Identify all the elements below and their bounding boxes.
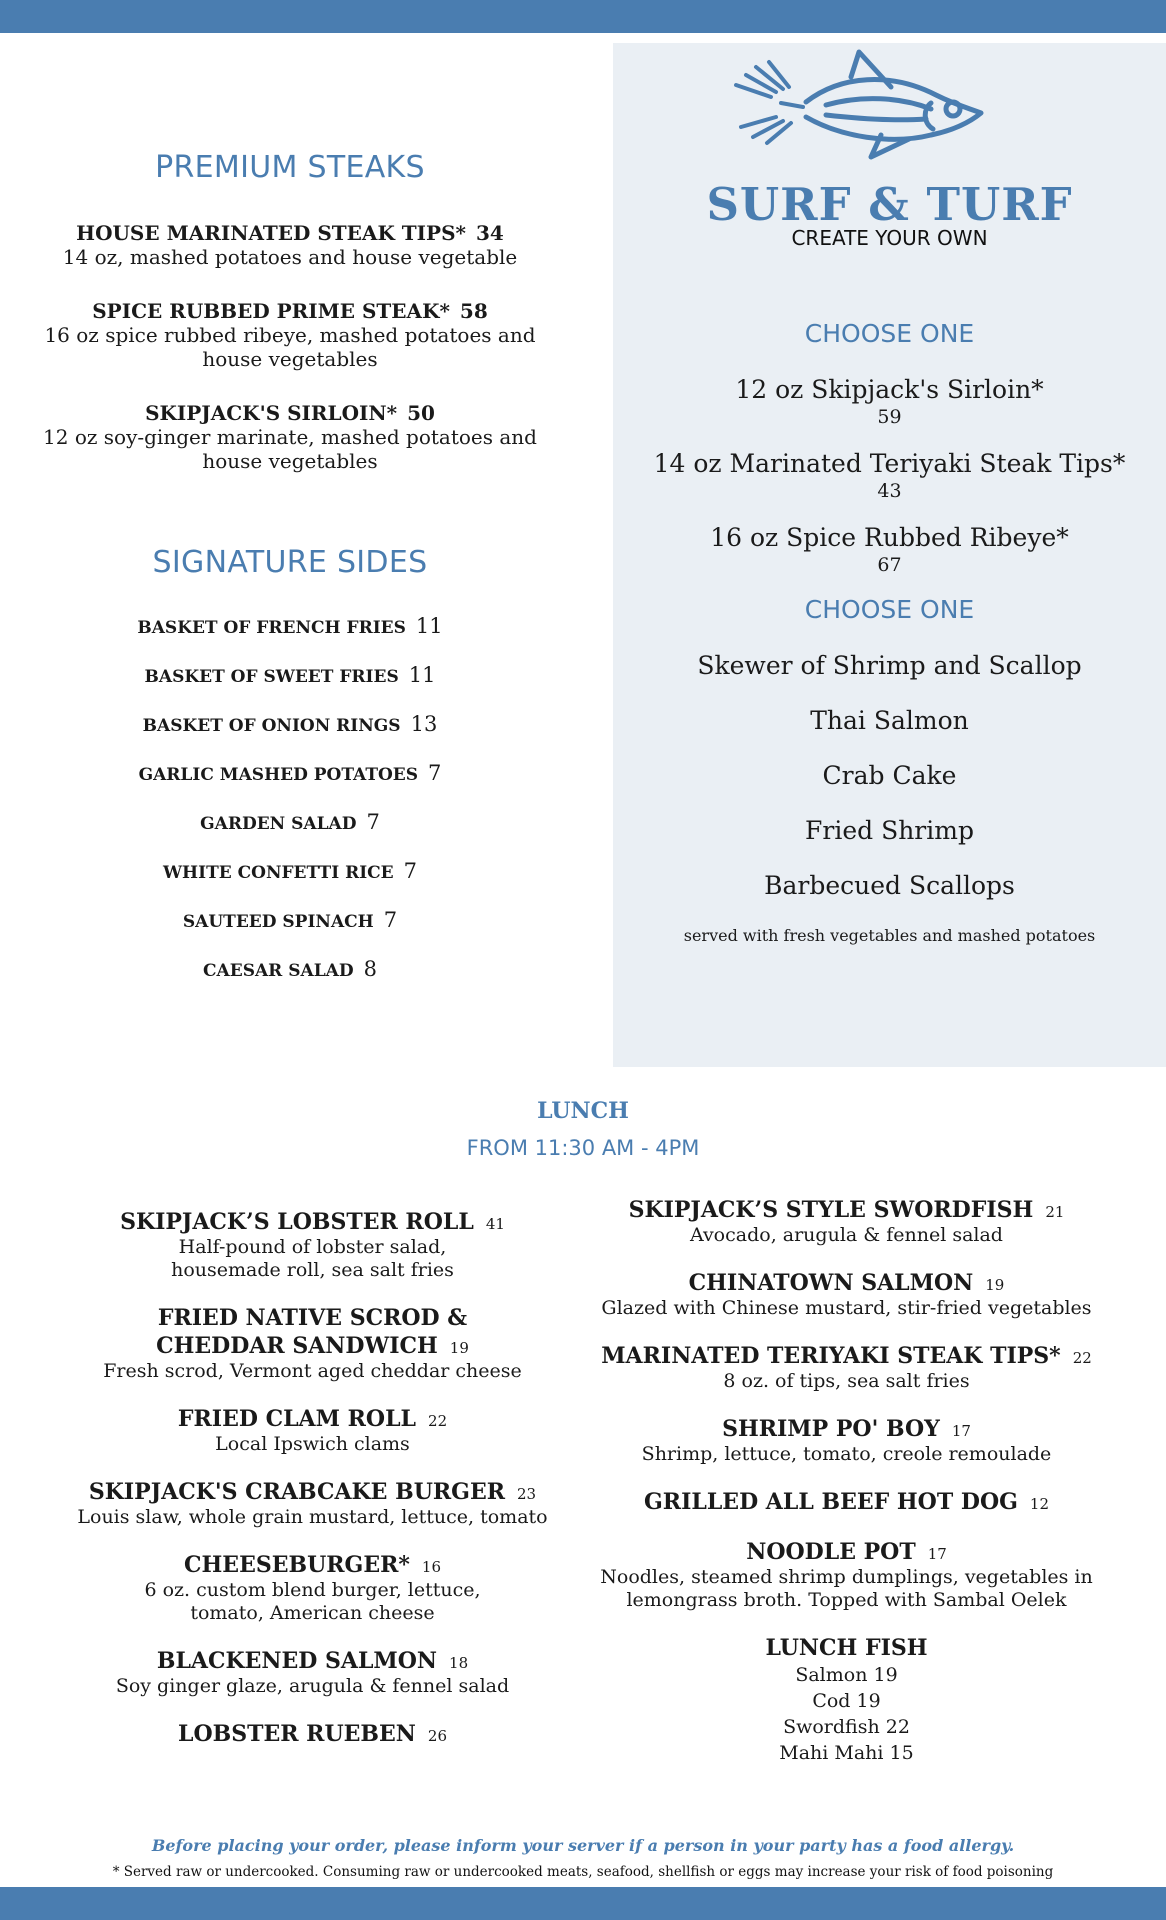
lunch-item — [60, 1478, 565, 1529]
lunch-item-desc: 6 oz. custom blend burger, lettuce, — [144, 1579, 481, 1601]
lunch-item — [590, 1488, 1103, 1516]
steak-option — [613, 375, 1166, 429]
lunch-item-name: CHEESEBURGER* — [184, 1552, 410, 1578]
seafood-option: Thai Salmon — [810, 706, 969, 735]
lunch-item — [60, 1720, 565, 1748]
lunch-item — [60, 1405, 565, 1456]
lunch-item-price: 16 — [421, 1558, 441, 1576]
lunch-item-price: 19 — [449, 1339, 469, 1357]
lunch-item — [60, 1208, 565, 1282]
lunch-item-price: 17 — [951, 1422, 971, 1440]
side-item — [20, 798, 560, 847]
lunch-item-desc: Shrimp, lettuce, tomato, creole remoulade — [641, 1443, 1052, 1465]
steak-item — [20, 221, 560, 269]
steak-option-price: 59 — [877, 406, 902, 428]
premium-steaks-title: PREMIUM STEAKS — [155, 150, 425, 185]
steak-option-name: 12 oz Skipjack's Sirloin* — [735, 375, 1044, 404]
lunch-item — [60, 1304, 565, 1383]
lunch-item-price: 23 — [517, 1485, 537, 1503]
steak-desc: 16 oz spice rubbed ribeye, mashed potatoes and house vegetables — [44, 323, 536, 371]
side-name: BASKET OF FRENCH FRIES — [137, 618, 406, 638]
lunch-item-name: BLACKENED SALMON — [156, 1648, 438, 1674]
side-price: 13 — [410, 712, 438, 736]
lunch-fish — [590, 1634, 1103, 1766]
lunch-item-desc: housemade roll, sea salt fries — [171, 1259, 454, 1281]
lunch-hours: FROM 11:30 AM - 4PM — [466, 1136, 700, 1160]
top-accent-bar — [0, 0, 1166, 33]
side-item — [20, 749, 560, 798]
steak-price: 34 — [475, 221, 504, 245]
steak-name: SKIPJACK'S SIRLOIN* — [145, 401, 398, 425]
lunch-item-price: 19 — [985, 1276, 1005, 1294]
lunch-item — [590, 1342, 1103, 1393]
lunch-item-price: 22 — [1072, 1349, 1092, 1367]
allergy-notice: Before placing your order, please inform your server if a person in your party has a food allergy. — [151, 1836, 1015, 1855]
lunch-item-desc: Avocado, arugula & fennel salad — [690, 1224, 1003, 1246]
seafood-option: Barbecued Scallops — [764, 871, 1015, 900]
lunch-right-column — [590, 1196, 1103, 1788]
lunch-title: LUNCH — [537, 1098, 629, 1124]
lunch-item-desc: Local Ipswich clams — [215, 1433, 410, 1455]
lunch-fish-item: Salmon 19 — [795, 1664, 898, 1686]
lunch-item-name: LOBSTER RUEBEN — [177, 1721, 416, 1747]
signature-sides-title: SIGNATURE SIDES — [152, 545, 428, 580]
side-price: 7 — [383, 908, 398, 932]
lunch-item-price: 12 — [1029, 1495, 1049, 1513]
side-name: WHITE CONFETTI RICE — [162, 863, 394, 883]
sides-list — [20, 602, 560, 994]
steak-item — [20, 299, 560, 371]
surf-turf-subtitle: CREATE YOUR OWN — [791, 226, 988, 250]
side-item — [20, 847, 560, 896]
lunch-fish-item: Swordfish 22 — [783, 1716, 910, 1738]
steak-price: 58 — [459, 299, 488, 323]
side-name: CAESAR SALAD — [203, 961, 354, 981]
lunch-item-name: MARINATED TERIYAKI STEAK TIPS* — [601, 1343, 1061, 1369]
seafood-option: Skewer of Shrimp and Scallop — [697, 651, 1082, 680]
lunch-item — [590, 1538, 1103, 1612]
lunch-item-name: NOODLE POT — [746, 1539, 916, 1565]
lunch-left-column — [60, 1208, 565, 1770]
seafood-option: Fried Shrimp — [805, 816, 974, 845]
surf-turf-panel — [613, 43, 1166, 1067]
steak-option-name: 14 oz Marinated Teriyaki Steak Tips* — [653, 449, 1126, 478]
side-name: GARLIC MASHED POTATOES — [138, 765, 419, 785]
lunch-item-desc: Half-pound of lobster salad, — [178, 1236, 447, 1258]
left-column — [20, 150, 560, 994]
lunch-item-price: 18 — [449, 1654, 469, 1672]
lunch-fish-title: LUNCH FISH — [765, 1635, 928, 1661]
steak-option-price: 67 — [877, 554, 902, 576]
lunch-item-price: 41 — [485, 1215, 505, 1233]
side-name: BASKET OF SWEET FRIES — [144, 667, 399, 687]
side-price: 7 — [403, 859, 418, 883]
lunch-item-desc: 8 oz. of tips, sea salt fries — [723, 1370, 970, 1392]
side-name: GARDEN SALAD — [200, 814, 357, 834]
lunch-item-name: FRIED CLAM ROLL — [177, 1406, 417, 1432]
lunch-fish-item: Mahi Mahi 15 — [779, 1742, 914, 1764]
steak-desc: 14 oz, mashed potatoes and house vegetable — [62, 245, 518, 269]
side-price: 7 — [428, 761, 442, 785]
surf-turf-title: SURF & TURF — [706, 178, 1073, 231]
lunch-item-desc: lemongrass broth. Topped with Sambal Oelek — [626, 1589, 1067, 1611]
lunch-item-desc: Soy ginger glaze, arugula & fennel salad — [115, 1675, 510, 1697]
side-item — [20, 896, 560, 945]
lunch-item — [590, 1196, 1103, 1247]
side-item — [20, 602, 560, 651]
lunch-item-name: SKIPJACK'S CRABCAKE BURGER — [88, 1479, 506, 1505]
side-item — [20, 651, 560, 700]
seafood-option: Crab Cake — [822, 761, 957, 790]
lunch-fish-item: Cod 19 — [812, 1690, 881, 1712]
side-price: 11 — [408, 663, 436, 687]
lunch-item-desc: Glazed with Chinese mustard, stir-fried vegetables — [601, 1297, 1092, 1319]
lunch-item-price: 26 — [427, 1727, 447, 1745]
raw-food-disclaimer: * Served raw or undercooked. Consuming raw or undercooked meats, seafood, shellfish or eggs may increase your risk of food poisoning — [112, 1864, 1054, 1880]
steak-option-name: 16 oz Spice Rubbed Ribeye* — [710, 523, 1069, 552]
lunch-item-desc: Noodles, steamed shrimp dumplings, vegetables in — [600, 1566, 1093, 1588]
steak-name: HOUSE MARINATED STEAK TIPS* — [76, 221, 466, 245]
choose-seafood-label: CHOOSE ONE — [804, 595, 975, 624]
lunch-item — [60, 1647, 565, 1698]
lunch-item-name: CHINATOWN SALMON — [688, 1270, 974, 1296]
side-price: 7 — [366, 810, 380, 834]
lunch-item — [60, 1551, 565, 1625]
lunch-item-name: SKIPJACK’S STYLE SWORDFISH — [628, 1197, 1034, 1223]
steak-option — [613, 449, 1166, 503]
fish-icon — [731, 47, 993, 163]
side-name: BASKET OF ONION RINGS — [142, 716, 401, 736]
lunch-item-desc: tomato, American cheese — [190, 1602, 435, 1624]
lunch-item-price: 17 — [927, 1545, 947, 1563]
lunch-item-desc: Fresh scrod, Vermont aged cheddar cheese — [103, 1360, 522, 1382]
lunch-item-name: SKIPJACK’S LOBSTER ROLL — [120, 1209, 474, 1235]
steak-option — [613, 523, 1166, 577]
bottom-accent-bar — [0, 1887, 1166, 1920]
steak-option-price: 43 — [877, 480, 902, 502]
lunch-item-desc: Louis slaw, whole grain mustard, lettuce, tomato — [77, 1506, 548, 1528]
lunch-item-name: GRILLED ALL BEEF HOT DOG — [644, 1489, 1018, 1515]
side-price: 11 — [415, 614, 443, 638]
lunch-item — [590, 1269, 1103, 1320]
steak-desc: 12 oz soy-ginger marinate, mashed potatoes and house vegetables — [43, 425, 537, 473]
surf-turf-note: served with fresh vegetables and mashed potatoes — [683, 926, 1096, 945]
side-item — [20, 700, 560, 749]
side-item — [20, 945, 560, 994]
lunch-item-price: 22 — [428, 1412, 448, 1430]
lunch-item-price: 21 — [1045, 1203, 1065, 1221]
choose-steak-label: CHOOSE ONE — [804, 319, 975, 348]
steak-name: SPICE RUBBED PRIME STEAK* — [92, 299, 450, 323]
side-price: 8 — [363, 957, 377, 981]
steak-price: 50 — [407, 401, 435, 425]
lunch-item-name: FRIED NATIVE SCROD & CHEDDAR SANDWICH — [156, 1305, 468, 1359]
steak-item — [20, 401, 560, 473]
lunch-item-name: SHRIMP PO' BOY — [722, 1416, 940, 1442]
side-name: SAUTEED SPINACH — [182, 912, 374, 932]
lunch-item — [590, 1415, 1103, 1466]
